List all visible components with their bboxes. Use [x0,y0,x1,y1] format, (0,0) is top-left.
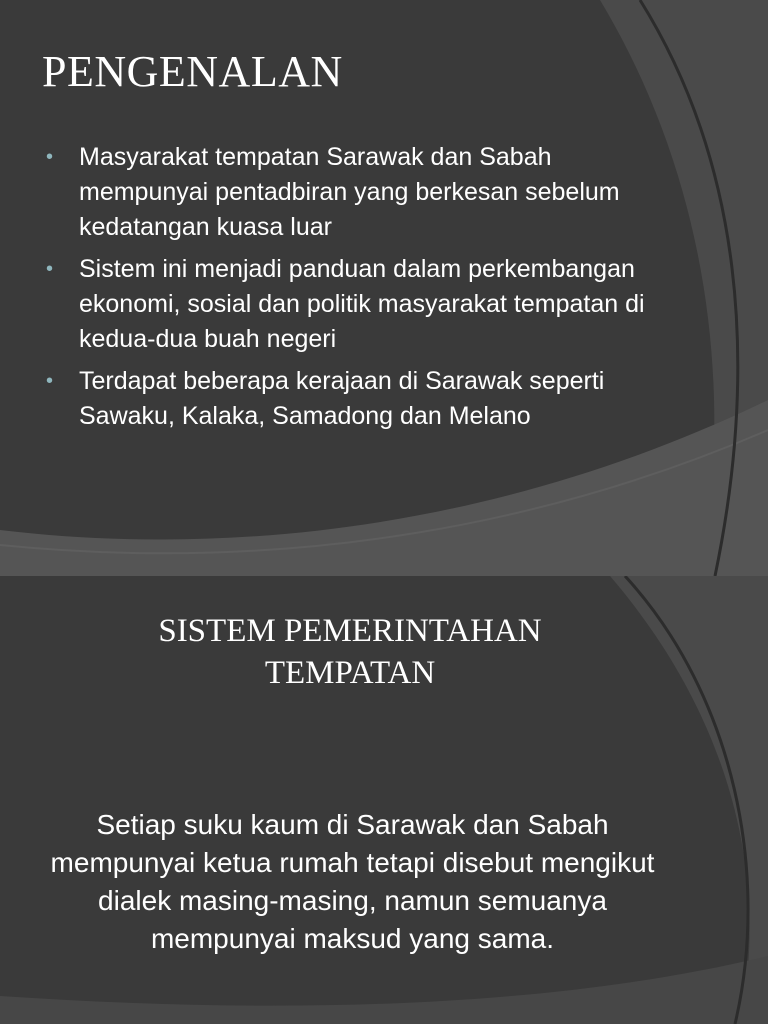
body-text: Setiap suku kaum di Sarawak dan Sabah mempunyai ketua rumah tetapi disebut mengikut dialek masing-masing, namun semuanya mempunyai maksud yang sama. [50,809,655,954]
slide-title [0,610,700,694]
bullet-text: Masyarakat tempatan Sarawak dan Sabah mempunyai pentadbiran yang berkesan sebelum kedatangan kuasa luar [79,143,620,241]
bullet-icon: • [46,258,54,280]
bullet-icon: • [46,146,54,168]
title-line: TEMPATAN [264,655,436,691]
slide-title: PENGENALAN [42,47,343,96]
title-line: SISTEM PEMERINTAHAN [158,613,542,649]
bullet-text: Sistem ini menjadi panduan dalam perkembangan ekonomi, sosial dan politik masyarakat tempatan di kedua-dua buah negeri [79,255,645,353]
slide-sistem-pemerintahan [0,576,768,1024]
bullet-list [46,140,646,441]
list-item [46,364,646,434]
list-item [46,252,646,357]
list-item [46,140,646,245]
bullet-text: Terdapat beberapa kerajaan di Sarawak seperti Sawaku, Kalaka, Samadong dan Melano [79,367,605,430]
bullet-icon: • [46,370,54,392]
